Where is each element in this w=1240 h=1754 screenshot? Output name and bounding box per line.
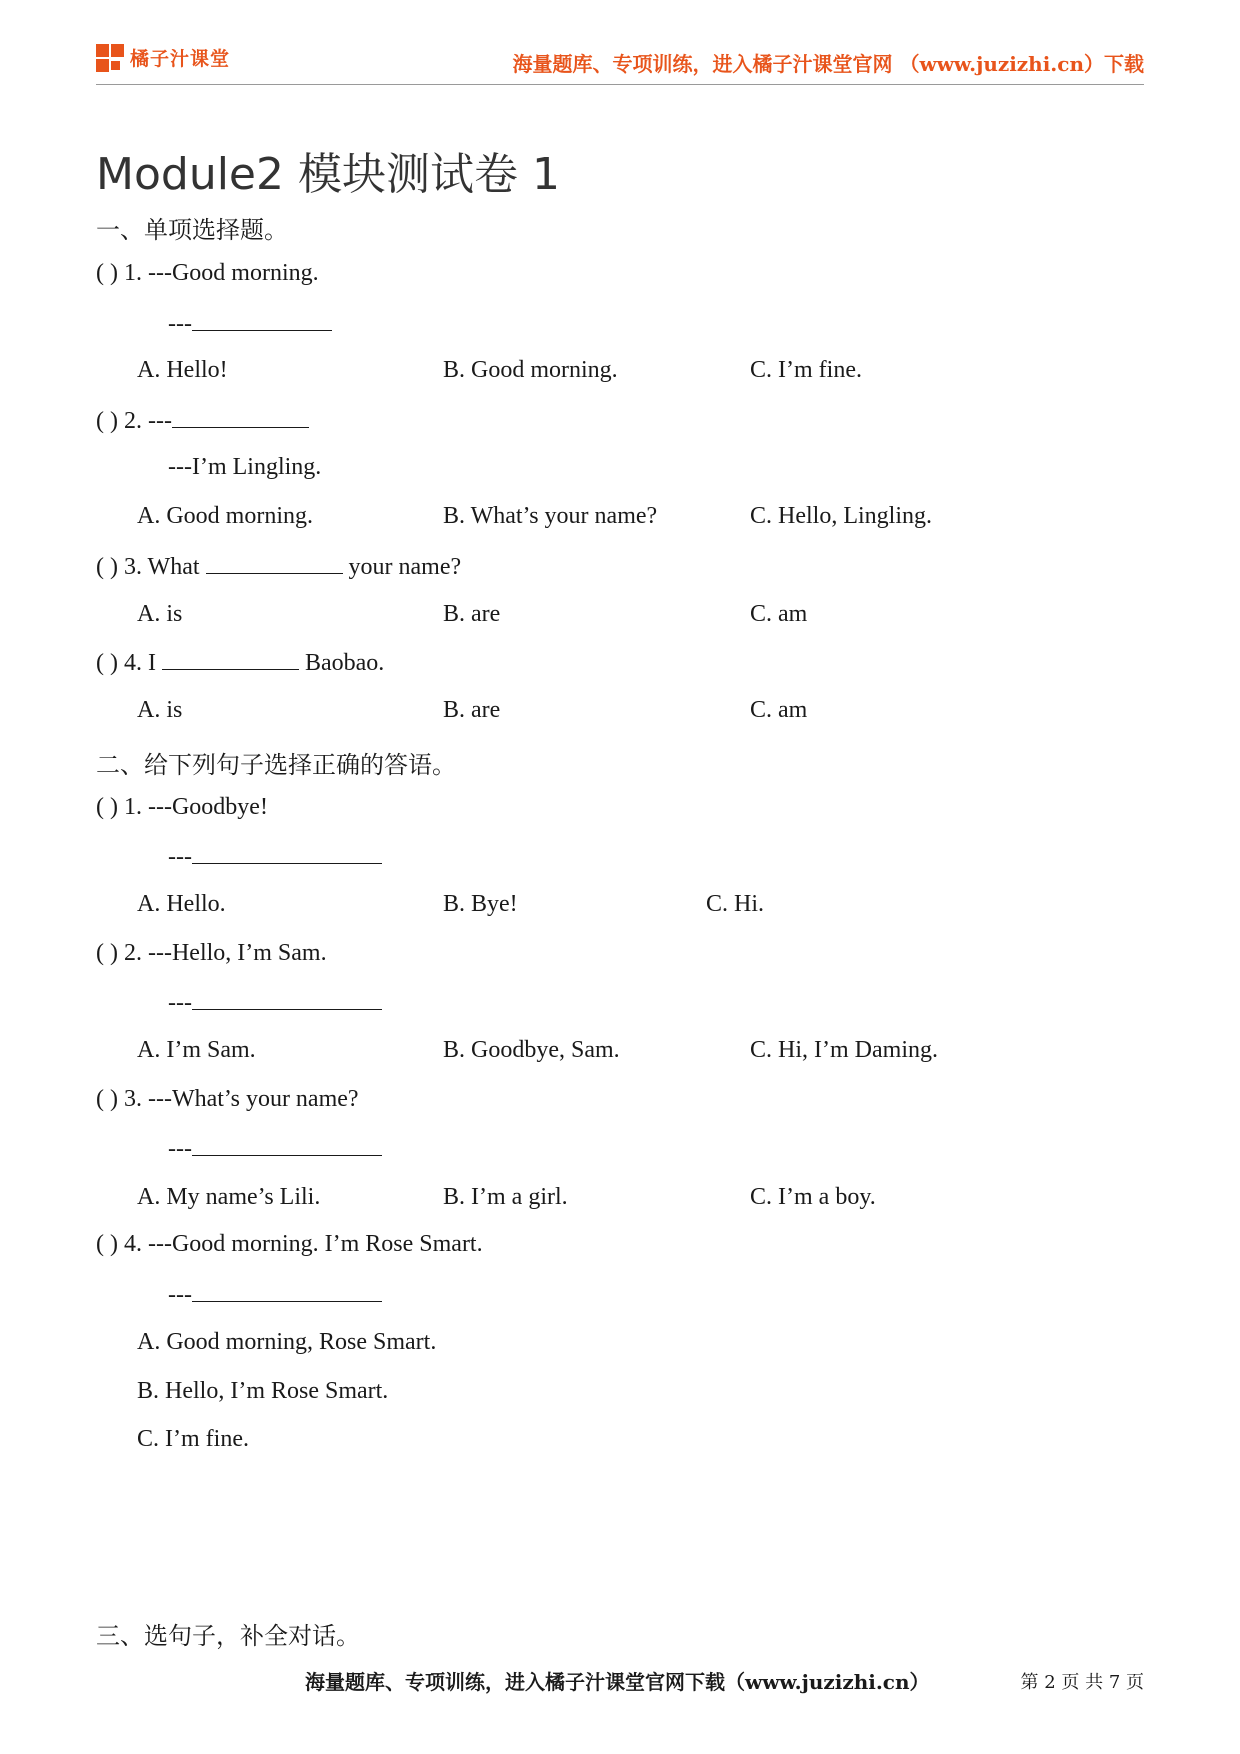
s2-q3-option-a: A. My name’s Lili. <box>137 1184 321 1210</box>
header-slogan[interactable]: 海量题库、专项训练，进入橘子汁课堂官网 （www.juzizhi.cn）下载 <box>512 52 1144 76</box>
answer-blank[interactable] <box>172 407 309 428</box>
answer-blank[interactable] <box>192 989 382 1010</box>
s2-q1-option-b: B. Bye! <box>443 891 518 917</box>
footer-slogan[interactable]: 海量题库、专项训练，进入橘子汁课堂官网下载（www.juzizhi.cn） <box>305 1670 930 1694</box>
s1-q3-stem: ( ) 3. What your name? <box>96 554 462 580</box>
section-3-heading: 三、选句子，补全对话。 <box>96 1622 360 1650</box>
header-divider <box>96 84 1144 85</box>
s2-q2-option-c: C. Hi, I’m Daming. <box>750 1037 938 1063</box>
s1-q1-option-c: C. I’m fine. <box>750 357 862 383</box>
s1-q1-stem: ( ) 1. ---Good morning. <box>96 260 319 286</box>
s2-q1-reply: --- <box>168 843 382 871</box>
page-title: Module2 模块测试卷 1 <box>96 149 560 200</box>
s1-q1-option-a: A. Hello! <box>137 357 228 383</box>
s2-q4-option-c: C. I’m fine. <box>137 1426 249 1452</box>
s2-q3-option-c: C. I’m a boy. <box>750 1184 876 1210</box>
s2-q3-stem: ( ) 3. ---What’s your name? <box>96 1086 359 1112</box>
s1-q2-option-b: B. What’s your name? <box>443 503 658 529</box>
s1-q4-option-a: A. is <box>137 697 183 723</box>
s1-q2-stem: ( ) 2. --- <box>96 407 309 435</box>
answer-blank[interactable] <box>192 843 382 864</box>
answer-blank[interactable] <box>192 1281 382 1302</box>
s1-q4-stem: ( ) 4. I Baobao. <box>96 650 385 676</box>
s2-q4-option-a: A. Good morning, Rose Smart. <box>137 1329 437 1355</box>
s2-q2-option-a: A. I’m Sam. <box>137 1037 256 1063</box>
s1-q2-option-a: A. Good morning. <box>137 503 313 529</box>
s1-q2-reply: ---I’m Lingling. <box>168 454 322 480</box>
s1-q3-option-c: C. am <box>750 601 808 627</box>
s1-q1-reply: --- <box>168 310 332 338</box>
s1-q2-option-c: C. Hello, Lingling. <box>750 503 932 529</box>
answer-blank[interactable] <box>192 310 332 331</box>
s2-q1-option-a: A. Hello. <box>137 891 226 917</box>
s1-q4-option-c: C. am <box>750 697 808 723</box>
s2-q3-option-b: B. I’m a girl. <box>443 1184 568 1210</box>
s2-q4-stem: ( ) 4. ---Good morning. I’m Rose Smart. <box>96 1231 483 1257</box>
brand-name: 橘子汁课堂 <box>130 48 231 70</box>
answer-blank[interactable] <box>192 1135 382 1156</box>
s1-q1-option-b: B. Good morning. <box>443 357 618 383</box>
section-1-heading: 一、单项选择题。 <box>96 216 288 244</box>
s2-q1-option-c: C. Hi. <box>706 891 765 917</box>
s2-q3-reply: --- <box>168 1135 382 1163</box>
s2-q4-option-b: B. Hello, I’m Rose Smart. <box>137 1378 389 1404</box>
s2-q4-reply: --- <box>168 1281 382 1309</box>
s1-q4-option-b: B. are <box>443 697 501 723</box>
s2-q2-option-b: B. Goodbye, Sam. <box>443 1037 620 1063</box>
page-number: 第 2 页 共 7 页 <box>1020 1672 1144 1693</box>
s2-q2-reply: --- <box>168 989 382 1017</box>
s2-q1-stem: ( ) 1. ---Goodbye! <box>96 794 268 820</box>
s2-q2-stem: ( ) 2. ---Hello, I’m Sam. <box>96 940 327 966</box>
brand-logo-icon <box>96 44 126 74</box>
section-2-heading: 二、给下列句子选择正确的答语。 <box>96 751 456 779</box>
answer-blank[interactable] <box>206 553 343 574</box>
s1-q3-option-b: B. are <box>443 601 501 627</box>
answer-blank[interactable] <box>162 649 299 670</box>
s1-q3-option-a: A. is <box>137 601 183 627</box>
